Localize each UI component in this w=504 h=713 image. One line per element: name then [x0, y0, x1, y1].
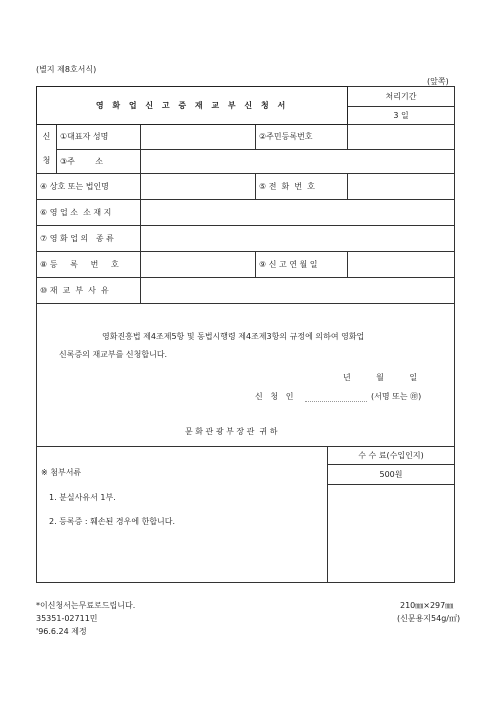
registration-no-field[interactable] — [141, 252, 256, 278]
statement-applicant: 신 청 인 — [255, 392, 294, 401]
footer-code: 35351-02711민 — [36, 614, 98, 623]
office-location-label: ⑥ 영 업 소 소 재 지 — [37, 200, 141, 226]
business-name-label: ④ 상호 또는 법인명 — [37, 174, 141, 200]
statement-addressee: 문 화 관 광 부 장 관 귀 하 — [185, 427, 278, 436]
address-label: ③주 소 — [57, 149, 141, 174]
form-number: (별지 제8호서식) — [36, 65, 97, 74]
attachments-section — [37, 447, 328, 583]
fee-stamp-area — [328, 485, 455, 583]
phone-field[interactable] — [348, 174, 455, 200]
registration-no-label: ⑧ 등 록 번 호 — [37, 252, 141, 278]
footer-size: 210㎜×297㎜ — [400, 601, 454, 610]
applicant-label-2: 청 — [42, 156, 51, 165]
fee-label: 수 수 료(수입인지) — [328, 447, 455, 465]
statement-line-1: 영화진흥법 제4조제5항 및 동법시행령 제4조제3항의 규정에 의하여 영화업 — [102, 332, 365, 341]
report-date-field[interactable] — [348, 252, 455, 278]
business-type-field[interactable] — [141, 226, 455, 252]
processing-period-value: 3 일 — [348, 107, 455, 125]
attachment-item-1: 1. 분실사유서 1부. — [49, 493, 116, 502]
office-location-field[interactable] — [141, 200, 455, 226]
fee-value: 500원 — [328, 465, 455, 485]
business-name-field[interactable] — [141, 174, 256, 200]
statement-line-2: 신록증의 재교부를 신청합니다. — [59, 350, 168, 359]
footer-enacted: '96.6.24 제정 — [36, 627, 87, 636]
rep-name-label: ①대표자 성명 — [57, 125, 141, 150]
statement-section — [37, 304, 455, 447]
processing-period-label: 처리기간 — [348, 87, 455, 107]
statement-date: 년 월 일 — [343, 373, 418, 382]
business-type-label: ⑦ 영 화 업 의 종 류 — [37, 226, 141, 252]
attachment-item-2: 2. 등록증 : 훼손된 경우에 한합니다. — [49, 517, 176, 526]
statement-signature: (서명 또는 ㊞) — [371, 392, 422, 401]
reissue-reason-field[interactable] — [141, 278, 455, 304]
footer-paper: (신문용지54g/㎡) — [397, 614, 461, 623]
attachments-title: ※ 첨부서류 — [41, 468, 82, 477]
address-field[interactable] — [141, 149, 455, 174]
applicant-label-1: 신 — [42, 132, 51, 141]
applicant-signature-field[interactable] — [305, 401, 367, 402]
phone-label: ⑤ 전 화 번 호 — [256, 174, 348, 200]
footer-note: *이신청서는무료로드립니다. — [36, 601, 136, 610]
reissue-reason-label: ⑩ 재 교 부 사 유 — [37, 278, 141, 304]
rep-name-field[interactable] — [141, 125, 256, 150]
form-title: 영 화 업 신 고 증 재 교 부 신 청 서 — [37, 87, 348, 125]
report-date-label: ⑨ 신 고 연 월 일 — [256, 252, 348, 278]
application-form — [36, 86, 455, 583]
resident-no-label: ②주민등록번호 — [256, 125, 348, 150]
side-label: (앞쪽) — [427, 77, 449, 86]
resident-no-field[interactable] — [348, 125, 455, 150]
